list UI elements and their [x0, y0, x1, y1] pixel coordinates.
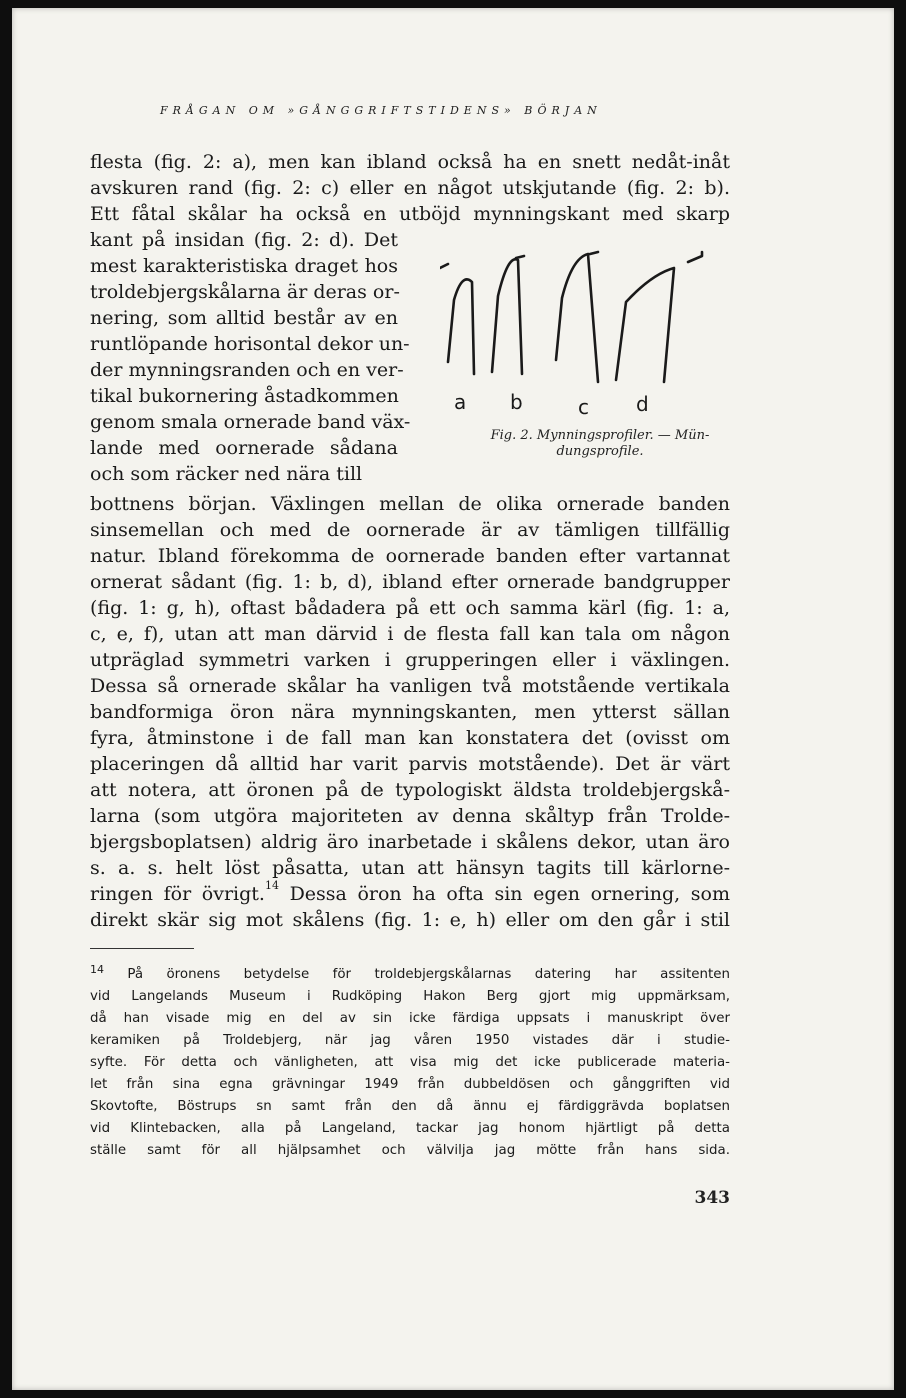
body-line-27: bjergsboplatsen) aldrig äro inarbetade i skålens dekor, utan äro — [90, 831, 730, 853]
body-line-15: sinsemellan och med de oornerade är av tämligen tillfällig — [90, 519, 730, 541]
body-line-19: c, e, f), utan att man därvid i de flesta fall kan tala om någon — [90, 623, 730, 645]
body-line-12: lande med oornerade sådana — [90, 437, 398, 459]
footnote-line-3: då han visade mig en del av sin icke färdiga uppsats i manuskript över — [90, 1011, 730, 1026]
body-line-8: runtlöpande horisontal dekor un- — [90, 333, 410, 355]
body-line-7: nering, som alltid består av en — [90, 307, 398, 329]
footnote-line-7: Skovtofte, Böstrups sn samt från den då ännu ej färdiggrävda boplatsen — [90, 1099, 730, 1114]
figure-label-a: a — [454, 390, 467, 414]
profile-c-drawing — [556, 252, 598, 382]
body-line-3: Ett fåtal skålar ha också en utböjd mynningskant med skarp — [90, 203, 730, 225]
body-line-28: s. a. s. helt löst påsatta, utan att hänsyn tagits till kärlorne- — [90, 857, 730, 879]
footnote-line-2: vid Langelands Museum i Rudköping Hakon Berg gjort mig uppmärksam, — [90, 989, 730, 1004]
body-line-21: Dessa så ornerade skålar ha vanligen två motstående vertikala — [90, 675, 730, 697]
body-line-13: och som räcker ned nära till — [90, 463, 363, 485]
profile-d-drawing — [616, 252, 702, 382]
profile-a-drawing — [440, 264, 474, 374]
body-line-29 — [90, 880, 730, 908]
body-line-16: natur. Ibland förekomma de oornerade banden efter vartannat — [90, 545, 730, 567]
body-line-20: utpräglad symmetri varken i grupperingen eller i växlingen. — [90, 649, 730, 671]
book-page — [12, 8, 894, 1390]
figure-label-b: b — [510, 390, 523, 414]
body-line-25: att notera, att öronen på de typologiskt äldsta troldebjergskå- — [90, 779, 730, 801]
footnote-divider — [90, 948, 194, 949]
body-line-1: flesta (fig. 2: a), men kan ibland också ha en snett nedåt-inåt — [90, 151, 730, 173]
footnote-line-8: vid Klintebacken, alla på Langeland, tackar jag honom hjärtligt på detta — [90, 1121, 730, 1136]
body-line-29-end: Dessa öron ha ofta sin egen ornering, som — [278, 883, 731, 905]
body-line-24: placeringen då alltid har varit parvis motstående). Det är värt — [90, 753, 730, 775]
body-line-11: genom smala ornerade band väx- — [90, 411, 411, 433]
figure-label-d: d — [636, 392, 649, 416]
running-header: FRÅGAN OM »GÅNGGRIFTSTIDENS» BÖRJAN — [160, 104, 602, 117]
body-line-22: bandformiga öron nära mynningskanten, men ytterst sällan — [90, 701, 730, 723]
body-line-2: avskuren rand (fig. 2: c) eller en något utskjutande (fig. 2: b). — [90, 177, 730, 199]
body-line-10: tikal bukornering åstadkommen — [90, 385, 399, 407]
body-line-9: der mynningsranden och en ver- — [90, 359, 404, 381]
footnote-line-4: keramiken på Troldebjerg, när jag våren 1950 vistades där i studie- — [90, 1033, 730, 1048]
body-line-23: fyra, åtminstone i de fall man kan konstatera det (ovisst om — [90, 727, 730, 749]
body-line-6: troldebjergskålarna är deras or- — [90, 281, 400, 303]
body-line-29-start: ringen för övrigt. — [90, 883, 265, 905]
footnote-line-5: syfte. För detta och vänligheten, att visa mig det icke publicerade materia- — [90, 1055, 730, 1070]
page-number: 343 — [694, 1188, 730, 1208]
body-line-30: direkt skär sig mot skålens (fig. 1: e, h) eller om den går i stil — [90, 909, 730, 931]
footnote-line-1-text: På öronens betydelse för troldebjergskålarnas datering har assitenten — [104, 967, 730, 982]
footnote-line-1 — [90, 964, 730, 986]
body-line-4: kant på insidan (fig. 2: d). Det — [90, 229, 398, 251]
body-line-5: mest karakteristiska draget hos — [90, 255, 398, 277]
body-line-17: ornerat sådant (fig. 1: b, d), ibland efter ornerade bandgrupper — [90, 571, 730, 593]
figure-caption: Fig. 2. Mynningsprofiler. — Mün-dungsprofile. — [490, 428, 710, 459]
body-line-18: (fig. 1: g, h), oftast bådadera på ett och samma kärl (fig. 1: a, — [90, 597, 730, 619]
body-line-26: larna (som utgöra majoriteten av denna skåltyp från Trolde- — [90, 805, 730, 827]
figure-label-c: c — [578, 395, 589, 419]
profile-b-drawing — [492, 256, 524, 374]
footnote-number: 14 — [90, 963, 104, 976]
figure-rim-profiles — [440, 234, 740, 424]
body-line-14: bottnens början. Växlingen mellan de olika ornerade banden — [90, 493, 730, 515]
footnote-reference[interactable]: 14 — [264, 879, 279, 892]
footnote-line-6: let från sina egna grävningar 1949 från dubbeldösen och gånggriften vid — [90, 1077, 730, 1092]
footnote-line-9: ställe samt för all hjälpsamhet och välvilja jag mötte från hans sida. — [90, 1143, 730, 1158]
